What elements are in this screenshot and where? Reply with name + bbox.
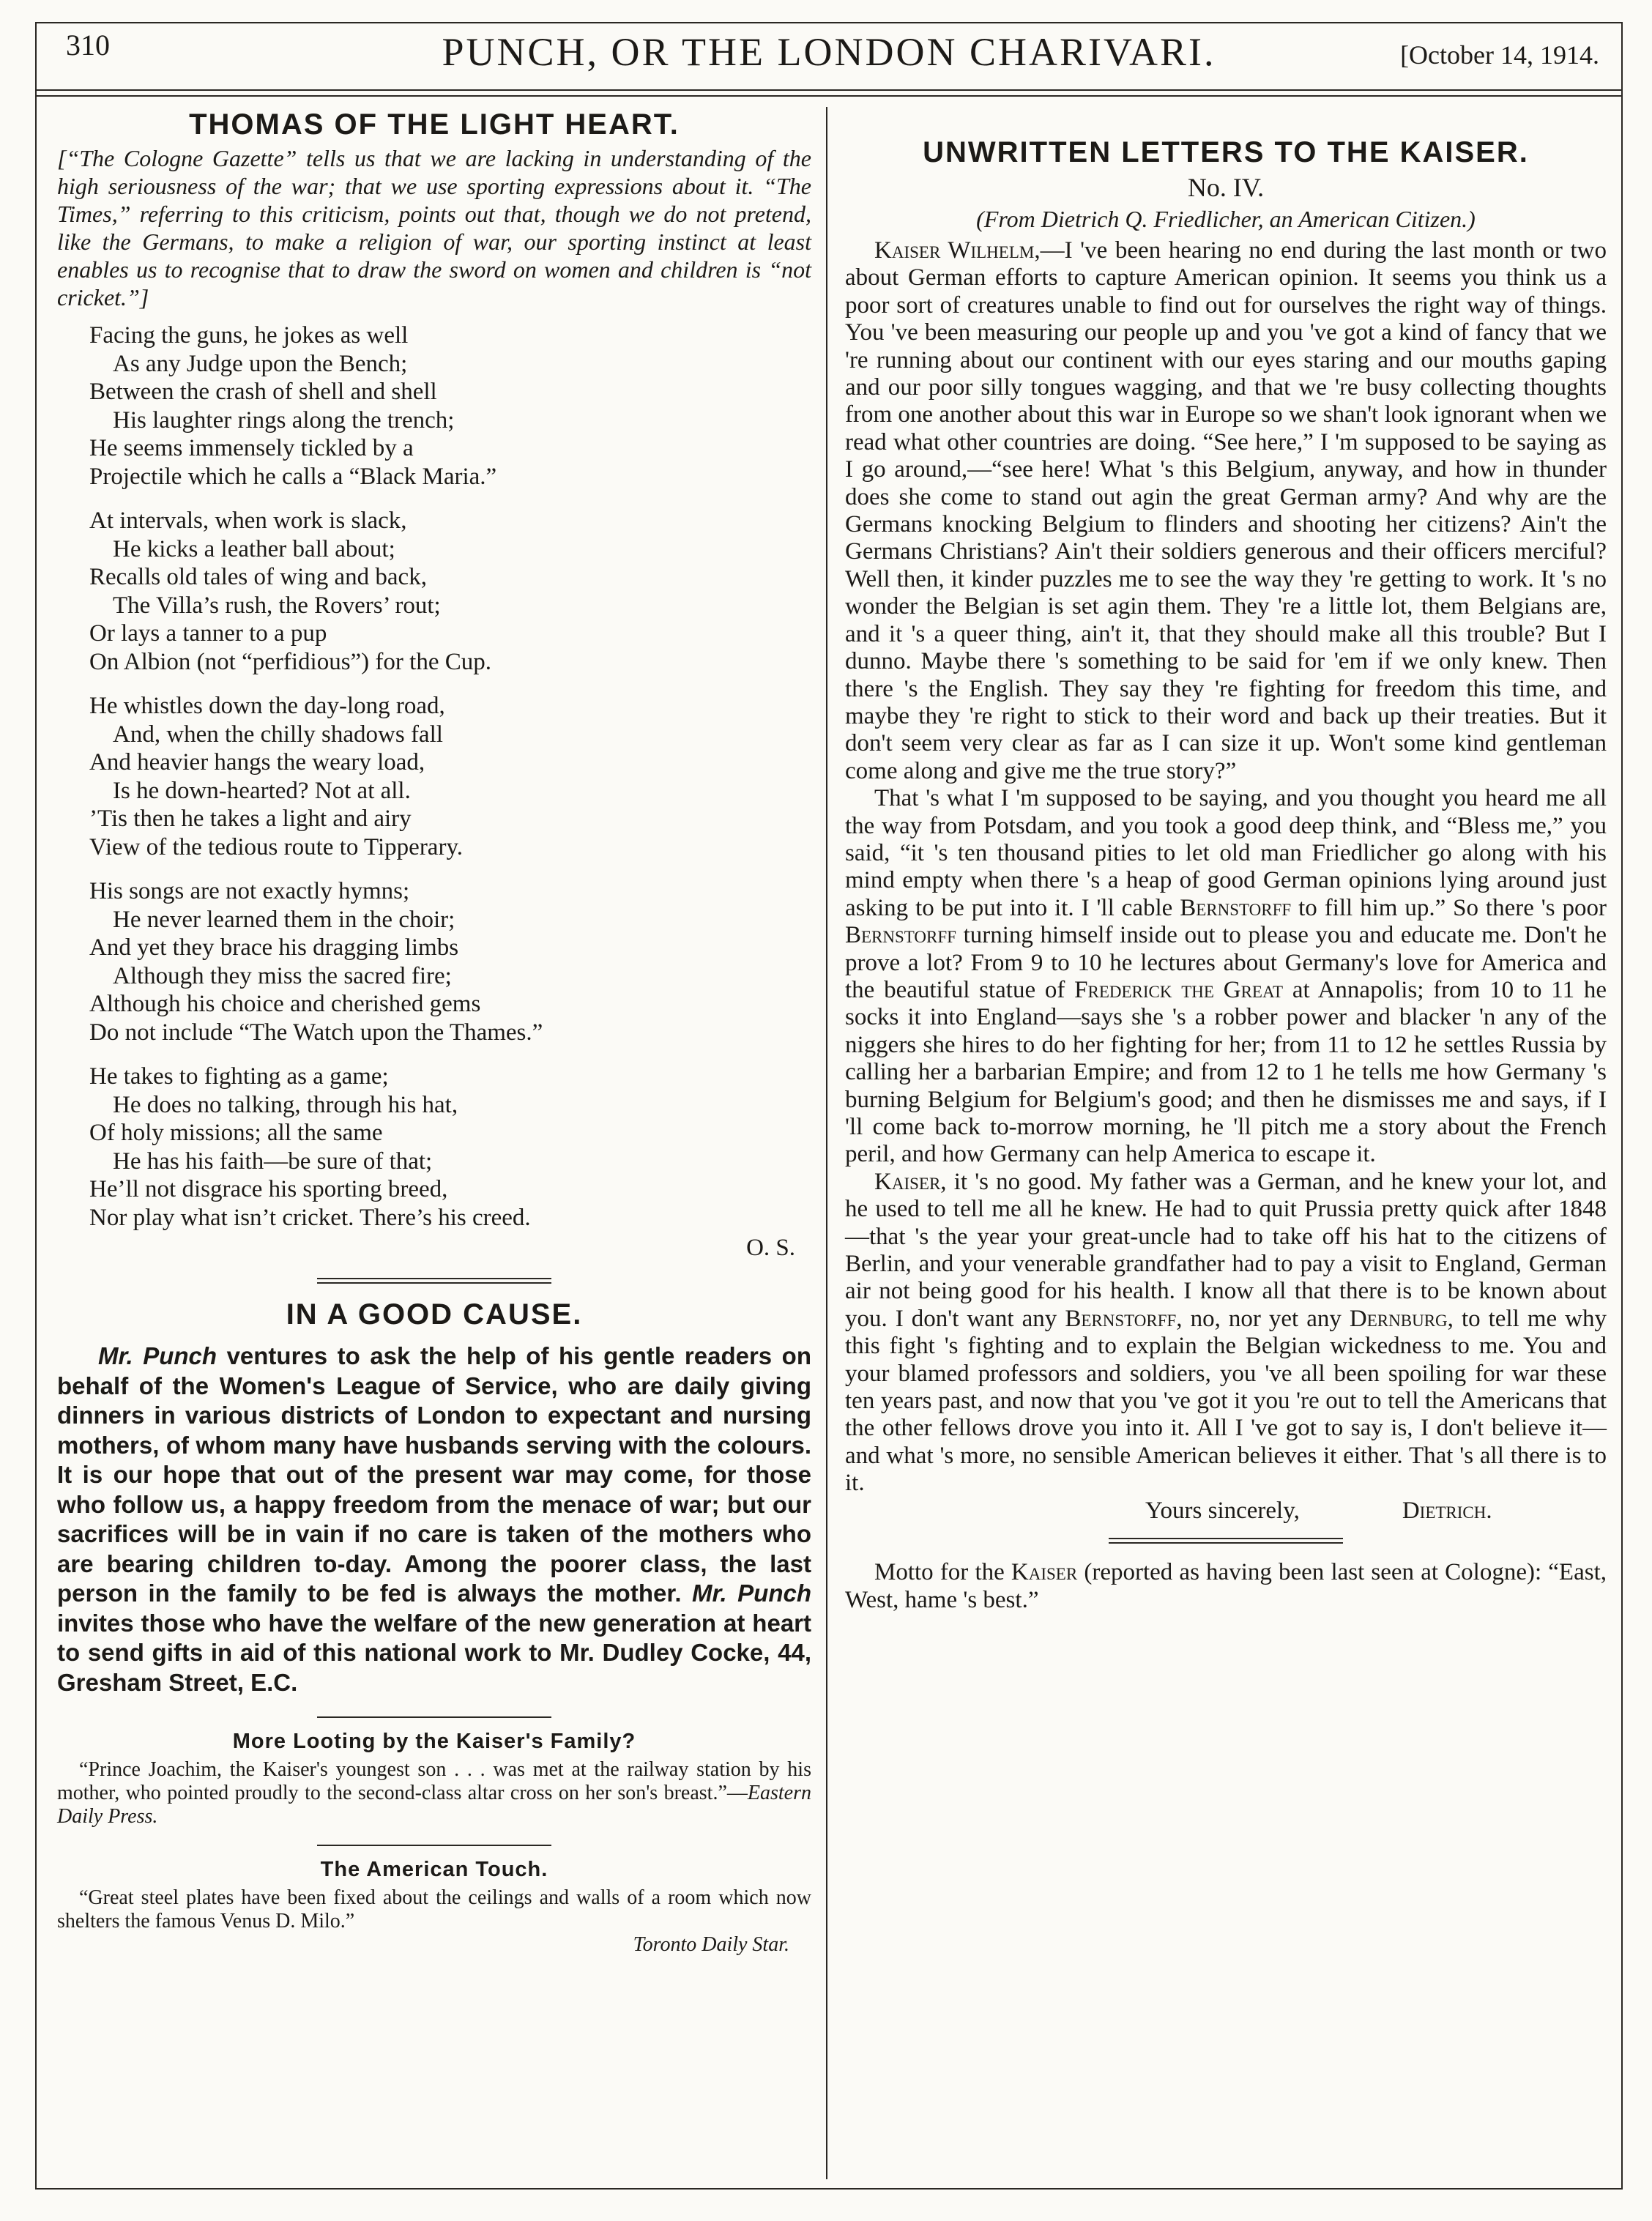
looting-title: More Looting by the Kaiser's Family? xyxy=(232,1730,636,1753)
name-bernstorff: Bernstorff xyxy=(1180,894,1292,921)
poem-line: His songs are not exactly hymns; xyxy=(89,878,410,904)
header-rule-top xyxy=(37,89,1621,91)
letter-signature: Dietrich. xyxy=(1402,1497,1492,1524)
header-rule-bottom xyxy=(37,95,1621,97)
poem-line: At intervals, when work is slack, xyxy=(89,507,407,534)
letter-text: , it 's no good. My father was a German, and he knew your lot, and he used to tell me all he knew. He had to quit Prussia pretty quick after 1848—that 's the year your great-uncle had to take off his hat to the citizens of Berlin, and your venerable grandfather had to pay a visit to England, German air not being good for his health. I know all that there is to be known about you. I don't want any xyxy=(845,1168,1607,1332)
motto-text: (reported as having been last seen at Cologne): “East, West, hame 's best.” xyxy=(845,1558,1607,1613)
letter-paragraph-3 xyxy=(845,1169,1607,1498)
letter-text: —I 've been hearing no end during the last month or two about German efforts to capture American opinion. It seems you think us a poor sort of creatures unable to find out for ourselves the right way of things. You 've been measuring our people up and you 've got a kind of fancy that we 're running about our continent with our eyes staring and our mouths gaping and our poor silly tongues wagging, and that we 're busy collecting thoughts from one another about this war in Europe so we shan't look ignorant when we read what other countries are doing. “See here,” I 'm supposed to be saying as I go around,—“see here! What 's this Belgium, anyway, and how in thunder does she come to stand out agin the great German army? And why are the Germans knocking Belgium to flinders and shooting her citizens? Ain't the Germans Christians? Ain't their soldiers generous and their officers merciful? Well then, it kinder puzzles me to see the way they 're getting to work. It 's no wonder the Belgian is set agin them. They 're a little lot, them Belgians are, and it 's a queer thing, ain't it, that they should make all this trouble? But I dunno. Maybe there 's something to be said for 'em if we only knew. Then there 's the English. They say they 're fighting for freedom this time, and maybe they 're right to stick to their word and back up their treaties. But it don't seem very clear as far as I can size it up. Won't some kind gentleman come along and give me the true story?” xyxy=(845,237,1607,784)
poem-line: He seems immensely tickled by a xyxy=(89,435,414,461)
poem-line: Of holy missions; all the same xyxy=(89,1120,383,1146)
poem-signature: O. S. xyxy=(746,1235,795,1261)
motto-text: Motto for the xyxy=(874,1558,1011,1585)
cause-title: IN A GOOD CAUSE. xyxy=(286,1298,583,1331)
poem-line: And yet they brace his dragging limbs xyxy=(89,934,459,961)
letter-text: to fill him up.” So there 's poor xyxy=(1291,894,1607,921)
poem-body xyxy=(57,321,811,1232)
name-kaiser: Kaiser xyxy=(1011,1558,1078,1585)
stanza-4 xyxy=(57,877,811,1046)
looting-text: “Prince Joachim, the Kaiser's youngest son . . . was met at the railway station by his mother, who pointed proudly to the second-class altar cross on her son's breast.”— xyxy=(57,1758,811,1804)
poem-line: His laughter rings along the trench; xyxy=(113,406,455,434)
poem-line: As any Judge upon the Bench; xyxy=(113,350,408,377)
poem-line: Recalls old tales of wing and back, xyxy=(89,564,427,590)
letter-signoff xyxy=(845,1498,1607,1525)
looting-quote xyxy=(57,1758,811,1828)
poem-line: He whistles down the day-long road, xyxy=(89,693,445,719)
touch-source: Toronto Daily Star. xyxy=(633,1933,789,1956)
letter-text: turning himself inside out to please you and educate me. Don't he prove a lot? From 9 to 10 he lectures about Germany's love for America and the beautiful statue of xyxy=(845,922,1607,1003)
poem-line: He’ll not disgrace his sporting breed, xyxy=(89,1176,448,1202)
poem-line: View of the tedious route to Tipperary. xyxy=(89,833,464,860)
yours-sincerely: Yours sincerely, xyxy=(1145,1497,1300,1524)
letter-from: (From Dietrich Q. Friedlicher, an American Citizen.) xyxy=(976,206,1476,232)
letter-text: at Annapolis; from 10 to 11 he socks it into England—says she 's a robber power and blacker 'n any of the niggers she hires to do her fighting for her; from 11 to 12 he settles Russia by calling her a barbarian Empire; and from 12 to 1 he tells me how Germany 's burning Belgium for Belgium's good; and then he dismisses me and says, if I 'll come back to-morrow morning, he 'll pitch me a story about the French peril, and how Germany can help America to escape it. xyxy=(845,976,1607,1168)
poem-line: And heavier hangs the weary load, xyxy=(89,749,425,775)
section-rule xyxy=(317,1845,551,1846)
name-bernstorff: Bernstorff xyxy=(845,922,956,949)
cause-text-2: invites those who have the welfare of the new generation at heart to send gifts in aid of this national work to Mr. Dudley Cocke, 44, Gresham Street, E.C. xyxy=(57,1609,811,1696)
poem-line: Facing the guns, he jokes as well xyxy=(89,322,409,349)
poem-line: He has his faith—be sure of that; xyxy=(113,1147,433,1175)
stanza-3 xyxy=(57,692,811,861)
poem-line: Is he down-hearted? Not at all. xyxy=(113,777,411,804)
left-column xyxy=(57,108,811,1957)
touch-title: The American Touch. xyxy=(320,1858,548,1881)
newspaper-page xyxy=(35,22,1623,2190)
poem-line: The Villa’s rush, the Rovers’ rout; xyxy=(113,592,441,619)
poem-line: Although they miss the sacred fire; xyxy=(113,962,452,989)
poem-line: ’Tis then he takes a light and airy xyxy=(89,806,412,832)
poem-line: Although his choice and cherished gems xyxy=(89,991,481,1017)
letter-text: That 's what I 'm supposed to be saying, and you thought you heard me all the way from Potsdam, and you took a good deep think, and “Bless me,” you said, “it 's ten thousand pities to let old man Friedlicher go along with his mind empty when there 's a heap of good German opinions lying around just asking to be put into it. I 'll cable xyxy=(845,785,1607,921)
mr-punch-name: Mr. Punch xyxy=(98,1342,217,1369)
section-rule xyxy=(1109,1538,1343,1544)
stanza-5 xyxy=(57,1063,811,1232)
cause-appeal xyxy=(57,1342,811,1697)
letter-number: No. IV. xyxy=(1187,173,1265,202)
letter-text: , to tell me why this fight 's fighting and to explain the Belgian wickedness to me. You and your blamed professors and soldiers, you 've all been spoiling for war these ten years past, and now that you 've got it you 're out to tell the Americans that the other fellows drove you into it. All I 've got to say is, I don't believe it—and what 's more, no sensible American believes it either. That 's all there is to it. xyxy=(845,1305,1607,1497)
letters-title: UNWRITTEN LETTERS TO THE KAISER. xyxy=(923,136,1529,168)
stanza-2 xyxy=(57,507,811,676)
cause-text-1: ventures to ask the help of his gentle readers on behalf of the Women's League of Service, who are daily giving dinners in various districts of London to expectant and nursing mothers, of whom many have husbands serving with the colours. It is our hope that out of the present war may come, for those who follow us, a happy freedom from the menace of war; but our sacrifices will be in vain if no care is taken of the mothers who are bearing children to-day. Among the poorer class, the last person in the family to be fed is always the mother. xyxy=(57,1342,811,1607)
name-frederick: Frederick the Great xyxy=(1074,976,1284,1003)
masthead: PUNCH, OR THE LONDON CHARIVARI. xyxy=(442,30,1216,74)
section-rule xyxy=(317,1716,551,1718)
poem-line: On Albion (not “perfidious”) for the Cup. xyxy=(89,648,491,675)
poem-line: He kicks a leather ball about; xyxy=(113,535,395,562)
looting-source: Eastern Daily Press. xyxy=(57,1782,811,1828)
letter-paragraph-2 xyxy=(845,785,1607,1169)
name-dernburg: Dernburg xyxy=(1349,1305,1448,1332)
right-column xyxy=(845,108,1607,1614)
poem-line: Do not include “The Watch upon the Thames.” xyxy=(89,1019,543,1046)
column-divider xyxy=(826,107,827,2179)
poem-line: He takes to fighting as a game; xyxy=(89,1063,389,1090)
mr-punch-name: Mr. Punch xyxy=(692,1580,812,1607)
poem-line: And, when the chilly shadows fall xyxy=(113,721,443,748)
poem-line: Nor play what isn’t cricket. There’s his creed. xyxy=(89,1204,531,1231)
poem-headnote: [“The Cologne Gazette” tells us that we are lacking in understanding of the high seriousness of the war; that we use sporting expressions about it. “The Times,” referring to this criticism, points out that, though we do not pretend, like the Germans, to make a religion of war, our sporting instinct at least enables us to recognise that to draw the sword on women and children is “not cricket.”] xyxy=(57,145,811,310)
poem-title: THOMAS OF THE LIGHT HEART. xyxy=(189,108,680,141)
section-rule xyxy=(317,1278,551,1284)
page-number: 310 xyxy=(66,29,110,62)
poem-line: Or lays a tanner to a pup xyxy=(89,620,327,647)
stanza-1 xyxy=(57,321,811,491)
motto-paragraph xyxy=(845,1558,1607,1614)
name-kaiser: Kaiser xyxy=(874,1168,941,1195)
poem-line: He never learned them in the choir; xyxy=(113,906,455,933)
name-bernstorff: Bernstorff xyxy=(1065,1305,1177,1332)
page-header xyxy=(37,23,1621,91)
salutation: Kaiser Wilhelm, xyxy=(874,237,1041,264)
poem-line: Projectile which he calls a “Black Maria.” xyxy=(89,463,497,490)
poem-line: Between the crash of shell and shell xyxy=(89,379,437,405)
letter-text: , no, nor yet any xyxy=(1176,1305,1350,1332)
issue-date: [October 14, 1914. xyxy=(1400,40,1599,70)
letter-paragraph-1 xyxy=(845,237,1607,785)
touch-quote: “Great steel plates have been fixed about the ceilings and walls of a room which now shelters the famous Venus D. Milo.” xyxy=(57,1886,811,1932)
poem-line: He does no talking, through his hat, xyxy=(113,1091,458,1118)
